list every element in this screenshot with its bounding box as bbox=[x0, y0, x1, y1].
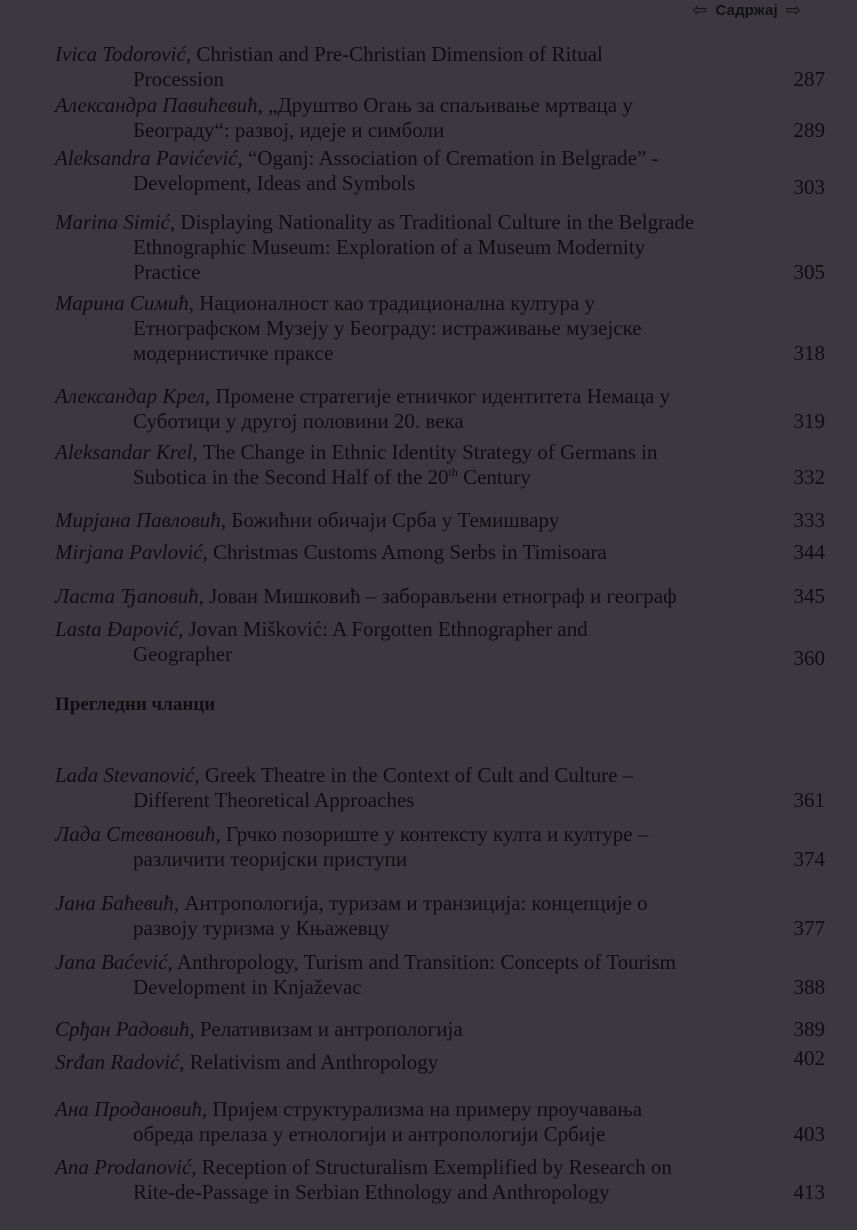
entry-page: 332 bbox=[793, 465, 825, 489]
toc-entry[interactable] bbox=[55, 950, 825, 1000]
entry-title: , Christmas Customs Among Serbs in Timisoara bbox=[202, 540, 607, 564]
entry-title-cont: Rite-de-Passage in Serbian Ethnology and Anthropology bbox=[133, 1180, 610, 1204]
toc-entry[interactable] bbox=[55, 1155, 825, 1205]
entry-author: Срђан Радовић bbox=[55, 1017, 190, 1041]
entry-page: 319 bbox=[793, 409, 825, 433]
entry-page: 377 bbox=[793, 916, 825, 940]
entry-page: 333 bbox=[793, 508, 825, 532]
entry-author: Mirjana Pavlović bbox=[55, 540, 203, 564]
entry-title: , Антропологија, туризам и транзиција: концепције о bbox=[173, 891, 648, 915]
entry-author: Јана Баћевић bbox=[55, 891, 174, 915]
entry-page: 345 bbox=[793, 584, 825, 608]
entry-title: , Anthropology, Turism and Transition: Concepts of Tourism bbox=[167, 950, 676, 974]
entry-page: 403 bbox=[793, 1122, 825, 1146]
entry-author: Мирјана Павловић bbox=[55, 508, 221, 532]
entry-author: Aleksandar Krel bbox=[55, 440, 193, 464]
entry-title: , Божићни обичаји Срба у Темишвару bbox=[220, 508, 560, 532]
entry-title: , Јован Мишковић – заборављени етнограф и географ bbox=[198, 584, 677, 608]
entry-title: , „Друштво Огањ за спаљивање мртваца у bbox=[257, 93, 633, 117]
entry-page: 289 bbox=[793, 118, 825, 142]
section-heading: Прегледни чланци bbox=[55, 694, 216, 715]
entry-superscript: th bbox=[448, 465, 458, 479]
entry-title-cont: модернистичке праксе bbox=[133, 341, 334, 365]
contents-nav bbox=[692, 1, 801, 19]
entry-title: , Промене стратегије етничког идентитета Немаца у bbox=[204, 384, 670, 408]
entry-page: 388 bbox=[793, 975, 825, 999]
entry-title: , Jovan Mišković: A Forgotten Ethnographer and bbox=[178, 617, 588, 641]
entry-title-cont: Ethnographic Museum: Exploration of a Museum Modernity bbox=[133, 235, 646, 259]
entry-page: 374 bbox=[793, 847, 825, 871]
entry-title-cont: Београду“: развој, идеје и симболи bbox=[133, 118, 445, 142]
entry-author: Srđan Radović bbox=[55, 1050, 180, 1074]
entry-page: 413 bbox=[793, 1180, 825, 1204]
entry-title: , “Oganj: Association of Cremation in Belgrade” - bbox=[237, 146, 659, 170]
entry-page: 389 bbox=[793, 1017, 825, 1041]
toc-entry[interactable] bbox=[55, 1097, 825, 1147]
entry-title-cont: Subotica in the Second Half of the 20 bbox=[133, 465, 449, 489]
entry-author: Александра Павићевић bbox=[55, 93, 258, 117]
entry-author: Marina Simić bbox=[55, 210, 170, 234]
toc-entry[interactable] bbox=[55, 291, 825, 366]
entry-title: , Пријем структурализма на примеру проучавања bbox=[202, 1097, 643, 1121]
toc-entry[interactable] bbox=[55, 1017, 825, 1042]
entry-title-cont: Development in Knjaževac bbox=[133, 975, 362, 999]
entry-author: Ana Prodanović bbox=[55, 1155, 192, 1179]
contents-link[interactable]: Садржај bbox=[715, 1, 778, 19]
entry-title-cont: различити теоријски приступи bbox=[133, 847, 408, 871]
entry-author: Aleksandra Pavićević bbox=[55, 146, 238, 170]
entry-author: Александар Крел bbox=[55, 384, 205, 408]
entry-page: 402 bbox=[793, 1046, 825, 1070]
entry-title: , Reception of Structuralism Exemplified by Research on bbox=[191, 1155, 672, 1179]
entry-page: 318 bbox=[793, 341, 825, 365]
toc-entry[interactable] bbox=[55, 584, 825, 609]
entry-page: 305 bbox=[793, 260, 825, 284]
toc-entry[interactable] bbox=[55, 210, 825, 285]
toc-entry[interactable] bbox=[55, 93, 825, 143]
entry-title-cont: Geographer bbox=[133, 642, 233, 666]
toc-entry[interactable] bbox=[55, 1046, 825, 1075]
toc-entry[interactable] bbox=[55, 42, 825, 92]
toc-entry[interactable] bbox=[55, 508, 825, 533]
entry-page: 303 bbox=[793, 175, 825, 199]
entry-title-cont: Century bbox=[457, 465, 531, 489]
forward-arrow-icon[interactable]: ⇨ bbox=[785, 0, 801, 20]
toc-entry[interactable] bbox=[55, 763, 825, 813]
entry-title: , The Change in Ethnic Identity Strategy of Germans in bbox=[192, 440, 658, 464]
entry-title-cont: обреда прелаза у етнологији и антропологији Србије bbox=[133, 1122, 606, 1146]
toc-entry[interactable] bbox=[55, 822, 825, 872]
toc-entry[interactable] bbox=[55, 384, 825, 434]
toc-entry[interactable] bbox=[55, 146, 825, 199]
entry-page: 287 bbox=[793, 67, 825, 91]
entry-page: 360 bbox=[793, 646, 825, 670]
entry-author: Lada Stevanović bbox=[55, 763, 195, 787]
entry-title: , Националност као традиционална култура у bbox=[188, 291, 596, 315]
entry-title-cont: развоју туризма у Књажевцу bbox=[133, 916, 390, 940]
entry-author: Ласта Ђаповић bbox=[55, 584, 199, 608]
toc-entry[interactable] bbox=[55, 540, 825, 565]
entry-title: , Greek Theatre in the Context of Cult and Culture – bbox=[194, 763, 634, 787]
entry-title-cont: Procession bbox=[133, 67, 224, 91]
entry-page: 344 bbox=[793, 540, 825, 564]
entry-title: , Displaying Nationality as Traditional Culture in the Belgrade bbox=[169, 210, 695, 234]
entry-title-cont: Different Theoretical Approaches bbox=[133, 788, 415, 812]
entry-title-cont: Суботици у другој половини 20. века bbox=[133, 409, 464, 433]
entry-author: Lasta Đapović bbox=[55, 617, 179, 641]
entry-title: , Релативизам и антропологија bbox=[189, 1017, 463, 1041]
back-arrow-icon[interactable]: ⇦ bbox=[692, 0, 708, 20]
entry-title: , Грчко позориште у контексту култа и културе – bbox=[215, 822, 649, 846]
entry-author: Лада Стевановић bbox=[55, 822, 216, 846]
entry-title-cont: Development, Ideas and Symbols bbox=[133, 171, 416, 195]
toc-entry[interactable] bbox=[55, 891, 825, 941]
entry-title-cont: Етнографском Музеју у Београду: истраживање музејске bbox=[133, 316, 642, 340]
entry-author: Ана Продановић bbox=[55, 1097, 203, 1121]
toc-entry[interactable] bbox=[55, 617, 825, 670]
entry-title: , Christian and Pre-Christian Dimension of Ritual bbox=[185, 42, 603, 66]
entry-page: 361 bbox=[793, 788, 825, 812]
entry-author: Марина Симић bbox=[55, 291, 189, 315]
entry-title-cont: Practice bbox=[133, 260, 201, 284]
entry-title: , Relativism and Anthropology bbox=[179, 1050, 439, 1074]
entry-author: Ivica Todorović bbox=[55, 42, 186, 66]
toc-entry[interactable] bbox=[55, 440, 825, 490]
entry-author: Jana Baćević bbox=[55, 950, 168, 974]
